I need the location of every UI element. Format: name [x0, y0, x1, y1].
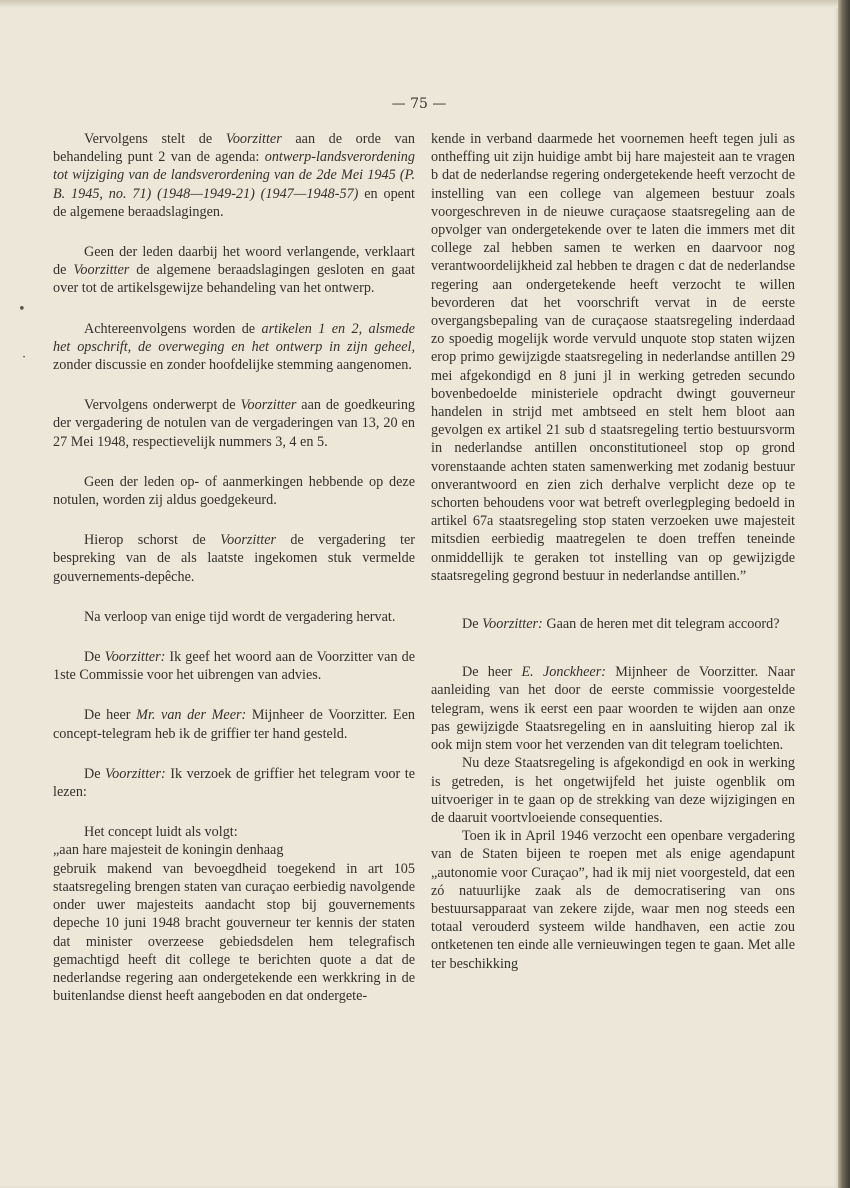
margin-mark: · [22, 350, 27, 365]
telegram-body: gebruik makend van bevoegdheid toegekend in art 105 staatsregeling brengen staten van curaçao eerbiedig navolgende onder uwer majesteits aandacht stop bij gouvernements depeche 10 juni 1948 bracht gouverneur ter kennis der staten dat minister overzeese gebiedsdelen hem telegrafisch gemachtigd heeft dit college te berichten quote a dat de nederlandse regering aan ondergetekende een werkkring in de buitenlandse dienst heeft aangeboden en dat ondergete- [53, 860, 415, 1005]
paragraph: De heer Mr. van der Meer: Mijnheer de Voorzitter. Een concept-telegram heb ik de griffier ter hand gesteld. [53, 707, 415, 742]
scan-edge [838, 0, 850, 1188]
paragraph: Na verloop van enige tijd wordt de vergadering hervat. [84, 608, 396, 625]
paragraph: Achtereenvolgens worden de artikelen 1 en 2, alsmede het opschrift, de overweging en het ontwerp in zijn geheel, zonder discussie en zonder hoofdelijke stemming aangenomen. [53, 320, 415, 374]
paragraph: De Voorzitter: Ik verzoek de griffier het telegram voor te lezen: [53, 765, 415, 801]
paragraph: De Voorzitter: Gaan de heren met dit telegram accoord? [462, 616, 780, 633]
paragraph: De Voorzitter: Ik geef het woord aan de Voorzitter van de 1ste Commissie voor het uibrengen van advies. [53, 649, 416, 684]
telegram-address: „aan hare majesteit de koningin denhaag [53, 842, 284, 859]
telegram-body-continued: kende in verband daarmede het voornemen heeft tegen juli as ontheffing uit zijn huidige ambt bij hare majesteit aan te vragen b dat de nederlandse regering ondergetekende heeft verzocht de instelling van een college van algemeen bestuur zoals voorgeschreven in de nieuwe curaçaose staatsregeling aan de opvolger van ondergetekende over te laten die immers met dit college zal hebben samen te werken en daarvoor nog verantwoordelijkheid zal hebben te dragen c dat de nederlandse regering aan ondergetekende heeft verzocht te willen bevorderen dat het voorschrift vervat in de eerste overgangsbepaling van de curaçaose staatsregeling inderdaad zo spoedig mogelijk worde vervuld unquote stop staten wijzen erop primo gewijzigde staatsregeling in nederlandse antillen 29 mei afgekondigd en 8 juni jl in werking getreden secundo bovenbedoelde ministeriele opdracht dwingt gouverneur handelen in strijd met ambtseed en stelt hem bloot aan gevolgen ex artikel 21 sub d staatsregeling tertio bestuursvorm in nederlandse antillen onconstitutioneel stop op grond vorenstaande achten staten samenwerking met zodanig bestuur onverantwoord en zien zich derhalve verplicht deze op te schorten behoudens voor wat betreft overlegpleging bedoeld in artikel 67a staatsregeling stop staten verzoeken uwe majesteit mitsdien eerbiedig maatregelen te doen treffen teneinde onmiddellijk te geraken tot instelling van op gewijzigde staatsregeling gegrond bestuur in nederlandse antillen.” [431, 131, 795, 584]
page-number: — 75 — [391, 96, 447, 112]
paragraph: Vervolgens onderwerpt de Voorzitter aan de goedkeuring der vergadering de notulen van de vergaderingen van 13, 20 en 27 Mei 1948, respectievelijk nummers 3, 4 en 5. [53, 397, 416, 450]
page-top-edge [0, 0, 838, 8]
paragraph: Toen ik in April 1946 verzocht een openbare vergadering van de Staten bijeen te roepen met als enige agendapunt „autonomie voor Curaçao”, had ik mij niet voorgesteld, dat een zó natuurlijke zaak als de democratisering van ons bestuursapparaat van zekere zijde, waar men nog steeds een totaal verouderd systeem wilde handhaven, een actie zou ontketenen ten einde alle vernieuwingen tegen te gaan. Met alle ter beschikking [431, 828, 795, 972]
right-column [431, 130, 795, 973]
paragraph: Geen der leden op- of aanmerkingen hebbende op deze notulen, worden zij aldus goedgekeurd. [53, 473, 415, 509]
paragraph: Hierop schorst de Voorzitter de vergadering ter bespreking van de als laatste ingekomen stuk vermelde gouvernements-depêche. [53, 532, 415, 585]
paragraph: Geen der leden daarbij het woord verlangende, verklaart de Voorzitter de algemene beraadslagingen gesloten en gaat over tot de artikelsgewijze behandeling van het ontwerp. [53, 244, 415, 297]
paragraph: De heer E. Jonckheer: Mijnheer de Voorzitter. Naar aanleiding van het door de eerste commissie voorgestelde telegram, wens ik eerst een paar woorden te wijden aan onze pas gewijzigde Staatsregeling en in aansluiting hierop zal ik ook mijn stem voor het verzenden van dit telegram toelichten. [431, 664, 795, 754]
paragraph: Vervolgens stelt de Voorzitter aan de orde van behandeling punt 2 van de agenda: ontwerp-landsverordening tot wijziging van de landsverordening van de 2de Mei 1945 (P. B. 1945, no. 71) (1948—1949-21) (1947—1948-57) en opent de algemene beraadslagingen. [53, 131, 416, 220]
margin-mark: • [18, 302, 26, 317]
left-column [53, 130, 415, 1005]
paragraph: Het concept luidt als volgt: [84, 824, 238, 841]
paragraph: Nu deze Staatsregeling is afgekondigd en ook in werking is getreden, is het ongetwijfeld het juiste ogenblik om uitvoeriger in te gaan op de strekking van deze wijzigingen en de daaruit voortvloeiende consequenties. [431, 755, 795, 826]
